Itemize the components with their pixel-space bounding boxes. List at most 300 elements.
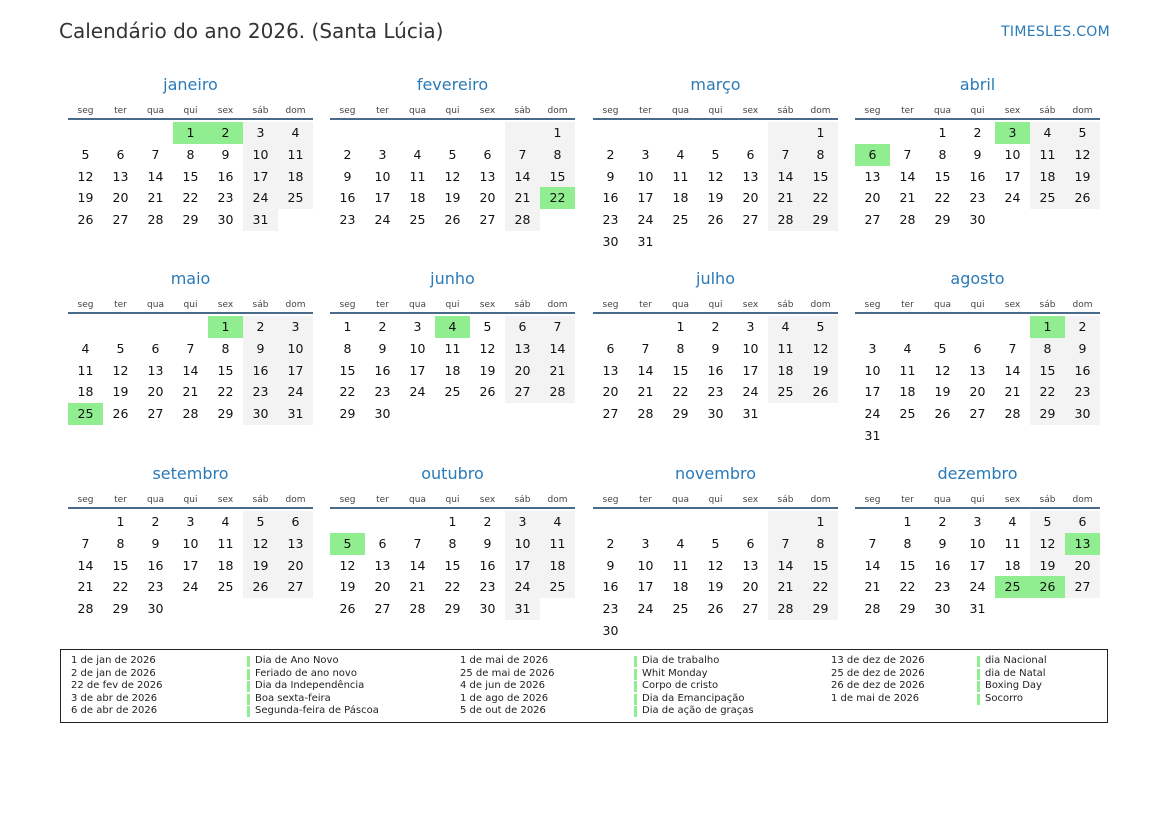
day-cell[interactable]: 1 [803, 511, 838, 533]
day-cell[interactable]: 12 [77, 168, 94, 184]
day-cell[interactable]: 24 [505, 576, 540, 598]
day-cell[interactable]: 4 [768, 316, 803, 338]
day-cell[interactable]: 27 [742, 212, 759, 228]
day-cell[interactable]: 21 [768, 576, 803, 598]
day-cell[interactable]: 25 [1030, 187, 1065, 209]
day-cell[interactable]: 16 [217, 168, 234, 184]
day-cell[interactable]: 26 [934, 406, 951, 422]
day-cell[interactable]: 28 [768, 209, 803, 231]
day-cell[interactable]: 12 [339, 557, 356, 573]
day-cell[interactable]: 22 [217, 384, 234, 400]
day-cell[interactable]: 1 [116, 514, 125, 529]
day-cell[interactable]: 11 [278, 144, 313, 166]
day-cell[interactable]: 23 [602, 212, 619, 228]
day-cell[interactable]: 29 [217, 406, 234, 422]
day-cell[interactable]: 17 [742, 362, 759, 378]
day-cell[interactable]: 28 [768, 598, 803, 620]
day-cell[interactable]: 4 [413, 146, 422, 162]
day-cell[interactable]: 8 [186, 146, 195, 162]
day-cell[interactable]: 30 [602, 622, 619, 638]
day-cell[interactable]: 23 [934, 579, 951, 595]
day-cell[interactable]: 6 [116, 146, 125, 162]
day-cell[interactable]: 13 [742, 557, 759, 573]
day-cell[interactable]: 12 [112, 362, 129, 378]
day-cell[interactable]: 10 [637, 168, 654, 184]
day-cell[interactable]: 20 [742, 190, 759, 206]
day-cell[interactable]: 4 [278, 122, 313, 144]
day-cell[interactable]: 31 [243, 209, 278, 231]
day-cell[interactable]: 29 [339, 406, 356, 422]
day-cell[interactable]: 8 [803, 533, 838, 555]
day-cell[interactable]: 5 [1030, 511, 1065, 533]
day-cell[interactable]: 21 [77, 579, 94, 595]
day-cell[interactable]: 17 [637, 190, 654, 206]
day-cell[interactable]: 5 [1065, 122, 1100, 144]
day-cell[interactable]: 9 [606, 557, 615, 573]
day-cell[interactable]: 25 [768, 381, 803, 403]
day-cell[interactable]: 1 [540, 122, 575, 144]
day-cell[interactable]: 17 [637, 579, 654, 595]
day-cell[interactable]: 8 [343, 340, 352, 356]
day-cell[interactable]: 3 [641, 535, 650, 551]
day-cell[interactable]: 28 [77, 601, 94, 617]
day-cell[interactable]: 11 [768, 338, 803, 360]
day-cell[interactable]: 17 [864, 384, 881, 400]
holiday-day-cell[interactable]: 3 [995, 122, 1030, 144]
day-cell[interactable]: 29 [803, 598, 838, 620]
day-cell[interactable]: 26 [77, 212, 94, 228]
holiday-day-cell[interactable]: 25 [68, 403, 103, 425]
day-cell[interactable]: 8 [1030, 338, 1065, 360]
day-cell[interactable]: 24 [637, 601, 654, 617]
day-cell[interactable]: 3 [413, 319, 422, 334]
day-cell[interactable]: 18 [278, 166, 313, 188]
day-cell[interactable]: 28 [864, 601, 881, 617]
day-cell[interactable]: 11 [540, 533, 575, 555]
day-cell[interactable]: 27 [864, 212, 881, 228]
day-cell[interactable]: 17 [278, 360, 313, 382]
day-cell[interactable]: 3 [868, 340, 877, 356]
day-cell[interactable]: 19 [444, 190, 461, 206]
day-cell[interactable]: 2 [343, 146, 352, 162]
holiday-day-cell[interactable]: 6 [855, 144, 890, 166]
day-cell[interactable]: 12 [1065, 144, 1100, 166]
day-cell[interactable]: 9 [221, 146, 230, 162]
day-cell[interactable]: 19 [479, 362, 496, 378]
day-cell[interactable]: 30 [969, 212, 986, 228]
day-cell[interactable]: 11 [1030, 144, 1065, 166]
day-cell[interactable]: 14 [147, 168, 164, 184]
holiday-day-cell[interactable]: 22 [540, 187, 575, 209]
day-cell[interactable]: 9 [483, 535, 492, 551]
day-cell[interactable]: 12 [707, 168, 724, 184]
day-cell[interactable]: 9 [973, 146, 982, 162]
day-cell[interactable]: 6 [278, 511, 313, 533]
holiday-day-cell[interactable]: 5 [330, 533, 365, 555]
day-cell[interactable]: 16 [479, 557, 496, 573]
day-cell[interactable]: 10 [1004, 146, 1021, 162]
day-cell[interactable]: 22 [803, 576, 838, 598]
day-cell[interactable]: 11 [672, 168, 689, 184]
day-cell[interactable]: 21 [409, 579, 426, 595]
day-cell[interactable]: 14 [637, 362, 654, 378]
day-cell[interactable]: 31 [969, 601, 986, 617]
day-cell[interactable]: 3 [378, 146, 387, 162]
day-cell[interactable]: 6 [378, 535, 387, 551]
day-cell[interactable]: 19 [707, 579, 724, 595]
day-cell[interactable]: 23 [479, 579, 496, 595]
day-cell[interactable]: 5 [243, 511, 278, 533]
day-cell[interactable]: 3 [243, 122, 278, 144]
day-cell[interactable]: 12 [479, 340, 496, 356]
day-cell[interactable]: 14 [182, 362, 199, 378]
day-cell[interactable]: 11 [409, 168, 426, 184]
day-cell[interactable]: 4 [81, 340, 90, 356]
day-cell[interactable]: 13 [602, 362, 619, 378]
day-cell[interactable]: 25 [672, 212, 689, 228]
day-cell[interactable]: 13 [147, 362, 164, 378]
day-cell[interactable]: 11 [217, 535, 234, 551]
day-cell[interactable]: 16 [934, 557, 951, 573]
day-cell[interactable]: 24 [864, 406, 881, 422]
day-cell[interactable]: 2 [151, 514, 160, 529]
day-cell[interactable]: 1 [343, 319, 352, 334]
day-cell[interactable]: 20 [479, 190, 496, 206]
day-cell[interactable]: 14 [505, 166, 540, 188]
day-cell[interactable]: 5 [448, 146, 457, 162]
day-cell[interactable]: 18 [217, 557, 234, 573]
day-cell[interactable]: 20 [1065, 555, 1100, 577]
day-cell[interactable]: 10 [864, 362, 881, 378]
day-cell[interactable]: 30 [217, 212, 234, 228]
day-cell[interactable]: 15 [1030, 360, 1065, 382]
day-cell[interactable]: 10 [969, 535, 986, 551]
day-cell[interactable]: 6 [606, 340, 615, 356]
day-cell[interactable]: 10 [742, 340, 759, 356]
day-cell[interactable]: 27 [112, 212, 129, 228]
day-cell[interactable]: 6 [505, 316, 540, 338]
day-cell[interactable]: 27 [1065, 576, 1100, 598]
day-cell[interactable]: 25 [278, 187, 313, 209]
day-cell[interactable]: 11 [1004, 535, 1021, 551]
day-cell[interactable]: 18 [899, 384, 916, 400]
day-cell[interactable]: 11 [899, 362, 916, 378]
day-cell[interactable]: 4 [221, 514, 230, 529]
day-cell[interactable]: 18 [672, 579, 689, 595]
day-cell[interactable]: 16 [374, 362, 391, 378]
day-cell[interactable]: 30 [602, 233, 619, 249]
day-cell[interactable]: 28 [637, 406, 654, 422]
day-cell[interactable]: 17 [505, 555, 540, 577]
day-cell[interactable]: 3 [746, 319, 755, 334]
day-cell[interactable]: 15 [339, 362, 356, 378]
day-cell[interactable]: 16 [969, 168, 986, 184]
day-cell[interactable]: 7 [903, 146, 912, 162]
day-cell[interactable]: 31 [864, 427, 881, 443]
day-cell[interactable]: 3 [973, 514, 982, 529]
day-cell[interactable]: 19 [707, 190, 724, 206]
day-cell[interactable]: 16 [339, 190, 356, 206]
day-cell[interactable]: 20 [602, 384, 619, 400]
day-cell[interactable]: 15 [803, 166, 838, 188]
day-cell[interactable]: 17 [182, 557, 199, 573]
day-cell[interactable]: 10 [409, 340, 426, 356]
day-cell[interactable]: 18 [540, 555, 575, 577]
day-cell[interactable]: 30 [243, 403, 278, 425]
day-cell[interactable]: 25 [540, 576, 575, 598]
day-cell[interactable]: 15 [112, 557, 129, 573]
day-cell[interactable]: 26 [444, 212, 461, 228]
day-cell[interactable]: 22 [444, 579, 461, 595]
day-cell[interactable]: 21 [637, 384, 654, 400]
day-cell[interactable]: 29 [1030, 403, 1065, 425]
day-cell[interactable]: 2 [378, 319, 387, 334]
day-cell[interactable]: 30 [147, 601, 164, 617]
day-cell[interactable]: 8 [903, 535, 912, 551]
holiday-day-cell[interactable]: 4 [435, 316, 470, 338]
day-cell[interactable]: 1 [448, 514, 457, 529]
day-cell[interactable]: 8 [116, 535, 125, 551]
day-cell[interactable]: 2 [711, 319, 720, 334]
day-cell[interactable]: 14 [768, 555, 803, 577]
day-cell[interactable]: 6 [483, 146, 492, 162]
day-cell[interactable]: 31 [637, 233, 654, 249]
holiday-day-cell[interactable]: 13 [1065, 533, 1100, 555]
day-cell[interactable]: 7 [641, 340, 650, 356]
day-cell[interactable]: 21 [768, 187, 803, 209]
day-cell[interactable]: 21 [147, 190, 164, 206]
day-cell[interactable]: 27 [505, 381, 540, 403]
day-cell[interactable]: 7 [186, 340, 195, 356]
day-cell[interactable]: 10 [278, 338, 313, 360]
day-cell[interactable]: 13 [374, 557, 391, 573]
day-cell[interactable]: 8 [676, 340, 685, 356]
holiday-day-cell[interactable]: 26 [1030, 576, 1065, 598]
day-cell[interactable]: 23 [969, 190, 986, 206]
day-cell[interactable]: 7 [81, 535, 90, 551]
day-cell[interactable]: 3 [505, 511, 540, 533]
day-cell[interactable]: 27 [602, 406, 619, 422]
holiday-day-cell[interactable]: 1 [173, 122, 208, 144]
day-cell[interactable]: 14 [540, 338, 575, 360]
day-cell[interactable]: 24 [409, 384, 426, 400]
day-cell[interactable]: 20 [374, 579, 391, 595]
day-cell[interactable]: 28 [540, 381, 575, 403]
day-cell[interactable]: 1 [903, 514, 912, 529]
day-cell[interactable]: 23 [147, 579, 164, 595]
day-cell[interactable]: 25 [217, 579, 234, 595]
day-cell[interactable]: 15 [540, 166, 575, 188]
day-cell[interactable]: 6 [151, 340, 160, 356]
day-cell[interactable]: 22 [803, 187, 838, 209]
day-cell[interactable]: 22 [112, 579, 129, 595]
day-cell[interactable]: 18 [1030, 166, 1065, 188]
day-cell[interactable]: 16 [707, 362, 724, 378]
day-cell[interactable]: 24 [278, 381, 313, 403]
day-cell[interactable]: 26 [1065, 187, 1100, 209]
day-cell[interactable]: 22 [339, 384, 356, 400]
day-cell[interactable]: 14 [768, 166, 803, 188]
day-cell[interactable]: 11 [672, 557, 689, 573]
day-cell[interactable]: 27 [374, 601, 391, 617]
day-cell[interactable]: 30 [479, 601, 496, 617]
day-cell[interactable]: 25 [444, 384, 461, 400]
holiday-day-cell[interactable]: 2 [208, 122, 243, 144]
day-cell[interactable]: 2 [606, 535, 615, 551]
day-cell[interactable]: 5 [711, 535, 720, 551]
day-cell[interactable]: 12 [1030, 533, 1065, 555]
day-cell[interactable]: 21 [1004, 384, 1021, 400]
day-cell[interactable]: 31 [278, 403, 313, 425]
day-cell[interactable]: 7 [768, 533, 803, 555]
day-cell[interactable]: 15 [217, 362, 234, 378]
day-cell[interactable]: 28 [899, 212, 916, 228]
day-cell[interactable]: 28 [147, 212, 164, 228]
day-cell[interactable]: 22 [934, 190, 951, 206]
day-cell[interactable]: 13 [479, 168, 496, 184]
day-cell[interactable]: 19 [77, 190, 94, 206]
day-cell[interactable]: 5 [938, 340, 947, 356]
day-cell[interactable]: 21 [899, 190, 916, 206]
day-cell[interactable]: 20 [969, 384, 986, 400]
day-cell[interactable]: 15 [672, 362, 689, 378]
day-cell[interactable]: 27 [278, 576, 313, 598]
day-cell[interactable]: 27 [147, 406, 164, 422]
day-cell[interactable]: 26 [707, 212, 724, 228]
day-cell[interactable]: 4 [676, 535, 685, 551]
day-cell[interactable]: 13 [864, 168, 881, 184]
day-cell[interactable]: 23 [602, 601, 619, 617]
day-cell[interactable]: 2 [606, 146, 615, 162]
day-cell[interactable]: 6 [746, 535, 755, 551]
day-cell[interactable]: 10 [182, 535, 199, 551]
day-cell[interactable]: 23 [707, 384, 724, 400]
day-cell[interactable]: 22 [182, 190, 199, 206]
day-cell[interactable]: 23 [1065, 381, 1100, 403]
day-cell[interactable]: 22 [899, 579, 916, 595]
day-cell[interactable]: 13 [969, 362, 986, 378]
day-cell[interactable]: 18 [1004, 557, 1021, 573]
day-cell[interactable]: 9 [938, 535, 947, 551]
day-cell[interactable]: 20 [742, 579, 759, 595]
day-cell[interactable]: 26 [112, 406, 129, 422]
day-cell[interactable]: 28 [505, 209, 540, 231]
day-cell[interactable]: 24 [182, 579, 199, 595]
day-cell[interactable]: 20 [278, 555, 313, 577]
day-cell[interactable]: 29 [899, 601, 916, 617]
brand-link[interactable]: TIMESLES.COM [1001, 24, 1110, 40]
day-cell[interactable]: 30 [707, 406, 724, 422]
day-cell[interactable]: 8 [448, 535, 457, 551]
day-cell[interactable]: 21 [505, 187, 540, 209]
day-cell[interactable]: 23 [374, 384, 391, 400]
day-cell[interactable]: 19 [934, 384, 951, 400]
day-cell[interactable]: 22 [672, 384, 689, 400]
day-cell[interactable]: 22 [1030, 381, 1065, 403]
day-cell[interactable]: 25 [672, 601, 689, 617]
day-cell[interactable]: 3 [186, 514, 195, 529]
day-cell[interactable]: 16 [243, 360, 278, 382]
day-cell[interactable]: 8 [803, 144, 838, 166]
day-cell[interactable]: 7 [868, 535, 877, 551]
day-cell[interactable]: 14 [77, 557, 94, 573]
day-cell[interactable]: 8 [221, 340, 230, 356]
day-cell[interactable]: 14 [409, 557, 426, 573]
day-cell[interactable]: 27 [479, 212, 496, 228]
day-cell[interactable]: 1 [803, 122, 838, 144]
day-cell[interactable]: 30 [934, 601, 951, 617]
day-cell[interactable]: 26 [803, 381, 838, 403]
day-cell[interactable]: 15 [899, 557, 916, 573]
day-cell[interactable]: 13 [278, 533, 313, 555]
day-cell[interactable]: 13 [505, 338, 540, 360]
day-cell[interactable]: 5 [483, 319, 492, 334]
day-cell[interactable]: 19 [803, 360, 838, 382]
day-cell[interactable]: 25 [409, 212, 426, 228]
day-cell[interactable]: 21 [540, 360, 575, 382]
day-cell[interactable]: 2 [973, 125, 982, 140]
day-cell[interactable]: 9 [711, 340, 720, 356]
day-cell[interactable]: 18 [672, 190, 689, 206]
day-cell[interactable]: 30 [374, 406, 391, 422]
day-cell[interactable]: 7 [151, 146, 160, 162]
day-cell[interactable]: 14 [864, 557, 881, 573]
day-cell[interactable]: 2 [1065, 316, 1100, 338]
day-cell[interactable]: 13 [112, 168, 129, 184]
day-cell[interactable]: 27 [742, 601, 759, 617]
day-cell[interactable]: 15 [934, 168, 951, 184]
day-cell[interactable]: 12 [803, 338, 838, 360]
day-cell[interactable]: 31 [742, 406, 759, 422]
day-cell[interactable]: 23 [243, 381, 278, 403]
day-cell[interactable]: 24 [374, 212, 391, 228]
day-cell[interactable]: 8 [938, 146, 947, 162]
day-cell[interactable]: 29 [934, 212, 951, 228]
day-cell[interactable]: 21 [864, 579, 881, 595]
day-cell[interactable]: 29 [672, 406, 689, 422]
day-cell[interactable]: 20 [112, 190, 129, 206]
day-cell[interactable]: 15 [444, 557, 461, 573]
day-cell[interactable]: 9 [606, 168, 615, 184]
day-cell[interactable]: 19 [1065, 166, 1100, 188]
day-cell[interactable]: 18 [768, 360, 803, 382]
day-cell[interactable]: 7 [1008, 340, 1017, 356]
day-cell[interactable]: 9 [378, 340, 387, 356]
day-cell[interactable]: 12 [444, 168, 461, 184]
day-cell[interactable]: 9 [151, 535, 160, 551]
day-cell[interactable]: 3 [641, 146, 650, 162]
day-cell[interactable]: 20 [505, 360, 540, 382]
day-cell[interactable]: 13 [742, 168, 759, 184]
day-cell[interactable]: 2 [483, 514, 492, 529]
day-cell[interactable]: 16 [602, 190, 619, 206]
day-cell[interactable]: 29 [444, 601, 461, 617]
day-cell[interactable]: 29 [803, 209, 838, 231]
day-cell[interactable]: 17 [409, 362, 426, 378]
day-cell[interactable]: 17 [243, 166, 278, 188]
day-cell[interactable]: 29 [112, 601, 129, 617]
day-cell[interactable]: 6 [746, 146, 755, 162]
day-cell[interactable]: 19 [1030, 555, 1065, 577]
day-cell[interactable]: 15 [182, 168, 199, 184]
day-cell[interactable]: 24 [243, 187, 278, 209]
day-cell[interactable]: 5 [803, 316, 838, 338]
day-cell[interactable]: 20 [864, 190, 881, 206]
day-cell[interactable]: 2 [243, 316, 278, 338]
day-cell[interactable]: 14 [1004, 362, 1021, 378]
day-cell[interactable]: 29 [182, 212, 199, 228]
day-cell[interactable]: 10 [637, 557, 654, 573]
